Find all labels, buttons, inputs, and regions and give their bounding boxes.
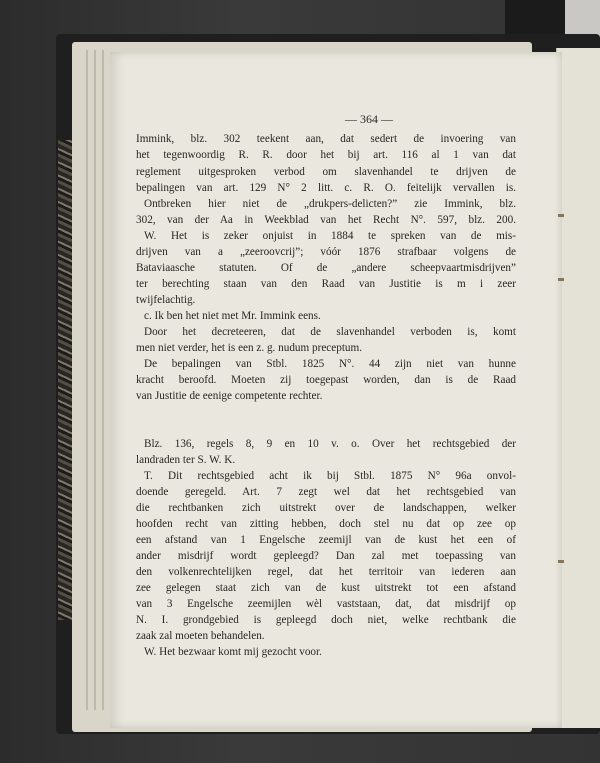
text-line: reglement uitgesproken verbod om slavenhandel te drijven de — [136, 166, 516, 178]
text-line: kracht beroofd. Moeten zij toegepast worden, dan is de Raad — [136, 374, 516, 386]
page-number: — 364 — — [345, 112, 393, 126]
text-line: van 3 Engelsche zeemijlen wèl vaststaan, dat, dat misdrijf op — [136, 598, 516, 610]
text-line: doende geregeld. Art. 7 zegt wel dat het rechtsgebied van — [136, 486, 516, 498]
text-line: 302, van der Aa in Weekblad van het Recht N°. 597, blz. 200. — [136, 214, 516, 226]
text-line: het tegenwoordig R. R. door het bij art. 116 al 1 van dat — [136, 149, 516, 161]
text-line: Ontbreken hier niet de „drukpers-delicten?” zie Immink, blz. — [144, 198, 516, 210]
text-line: zaak zal moeten behandelen. — [136, 630, 265, 642]
text-line: bepalingen van art. 129 N° 2 litt. c. R. O. feitelijk vervallen is. — [136, 182, 516, 194]
page-edge-line — [102, 50, 104, 710]
text-line: zee gelegen staat zich van de kust uitstrekt tot een afstand — [136, 582, 516, 594]
text-line: Bataviaasche statuten. Of de „andere scheepvaartmisdrijven” — [136, 262, 516, 274]
text-line: Blz. 136, regels 8, 9 en 10 v. o. Over het rechtsgebied der — [144, 438, 516, 450]
text-line: N. I. grondgebied is gepleegd doch niet, welke rechtbank die — [136, 614, 516, 626]
page-edge-line — [86, 50, 88, 710]
text-line: De bepalingen van Stbl. 1825 N°. 44 zijn niet van hunne — [144, 358, 516, 370]
text-line: hoofden recht van zitting hebben, doch stel nu dat op zee op — [136, 518, 516, 530]
edge-mark — [558, 560, 564, 563]
text-line: die rechtbanken zich uitstrekt over de landschappen, welker — [136, 502, 516, 514]
text-line: den volkenrechtelijken regel, dat het territoir van iederen aan — [136, 566, 516, 578]
edge-mark — [558, 214, 564, 217]
text-line: W. Het is zeker onjuist in 1884 te spreken van de mis- — [144, 230, 516, 242]
text-line: men niet verder, het is een z. g. nudum preceptum. — [136, 342, 363, 354]
text-line: landraden ter S. W. K. — [136, 454, 236, 466]
page-edge-line — [94, 50, 96, 710]
text-line: W. Het bezwaar komt mij gezocht voor. — [144, 646, 322, 658]
text-line: drijven van a „zeeroovcrij”; vóór 1876 strafbaar volgens de — [136, 246, 516, 258]
text-line: een afstand van 1 Engelsche zeemijl van de kust het een of — [136, 534, 516, 546]
text-line: Door het decreteeren, dat de slavenhandel verboden is, komt — [144, 326, 516, 338]
facing-page-edge — [556, 48, 600, 728]
text-line: ander misdrijf wordt gepleegd? Dan zal met toepassing van — [136, 550, 516, 562]
text-line: T. Dit rechtsgebied acht ik bij Stbl. 1875 N° 96a onvol- — [144, 470, 516, 482]
text-line: Immink, blz. 302 teekent aan, dat sedert de invoering van — [136, 133, 516, 145]
text-line: ter berechting staan van den Raad van Justitie is m i zeer — [136, 278, 516, 290]
text-line: van Justitie de eenige competente rechter. — [136, 390, 323, 402]
text-line: twijfelachtig. — [136, 294, 196, 306]
text-line: c. Ik ben het niet met Mr. Immink eens. — [144, 310, 321, 322]
edge-mark — [558, 278, 564, 281]
